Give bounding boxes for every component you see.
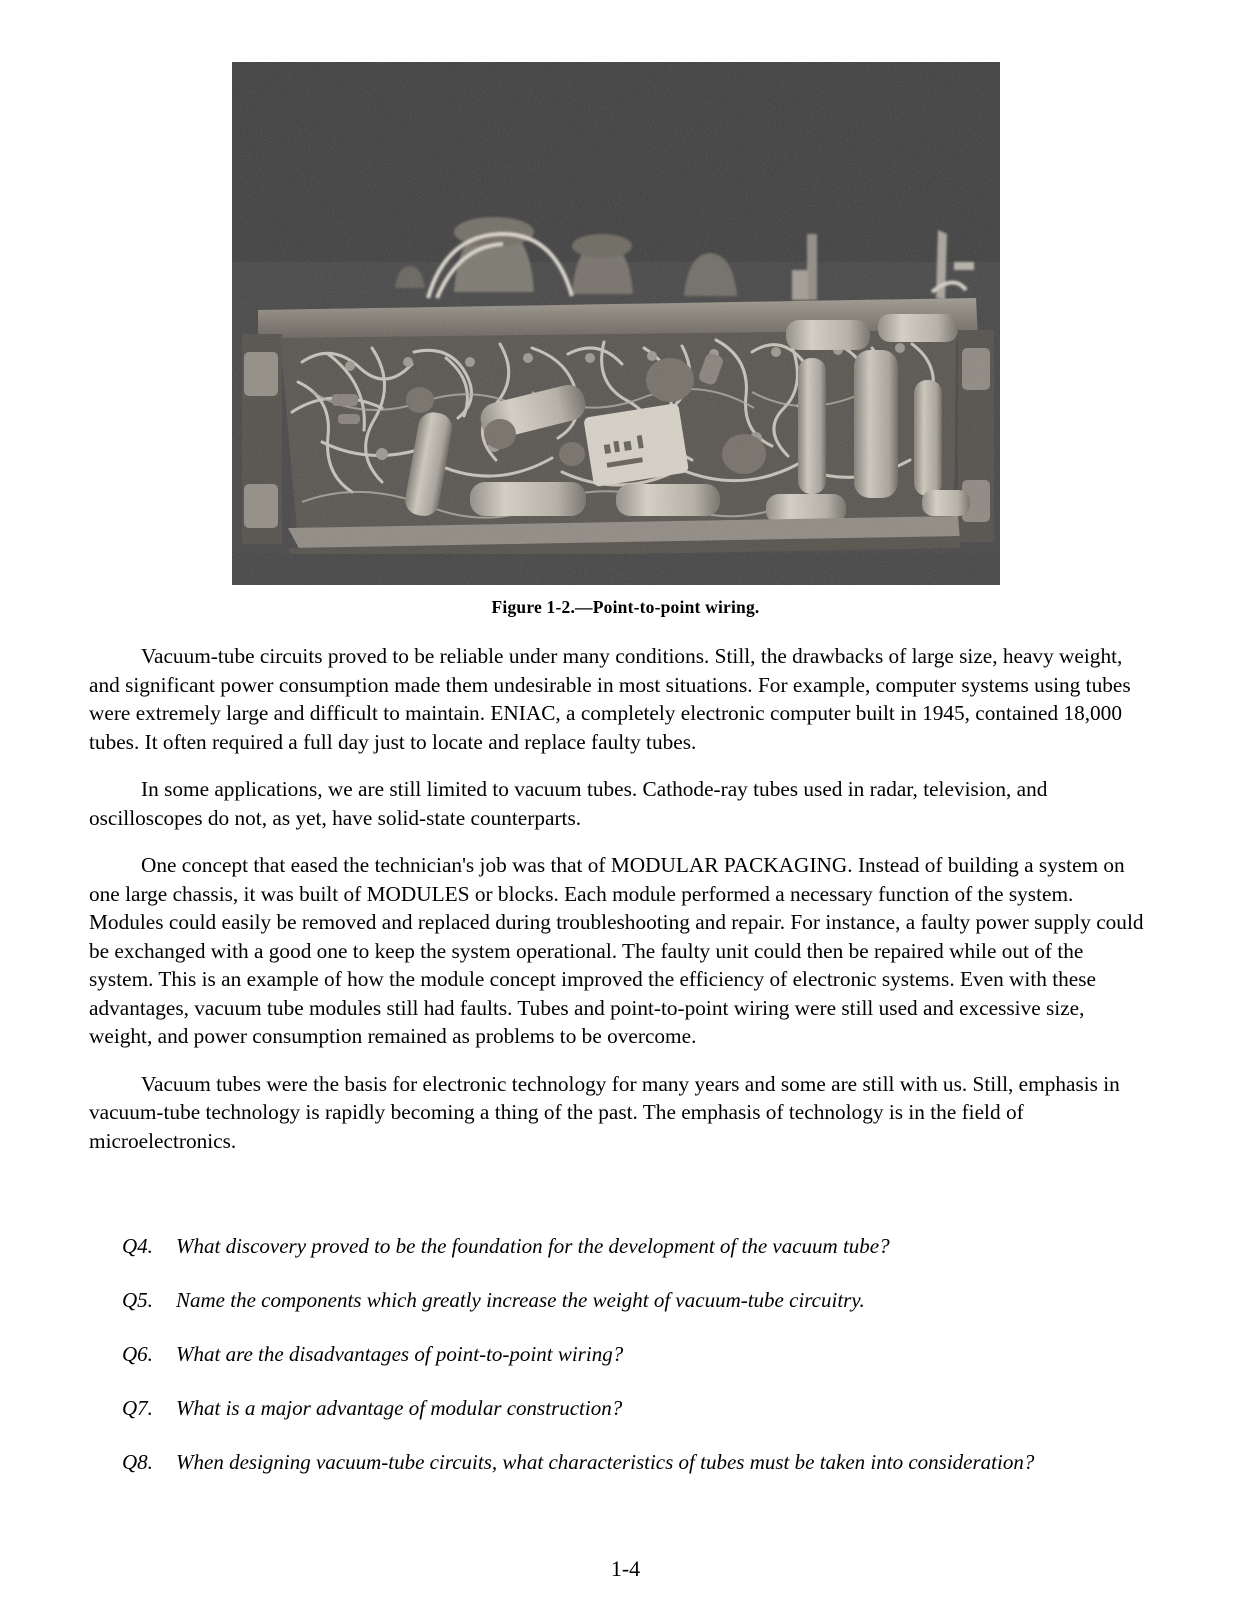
paragraph-3: One concept that eased the technician's job was that of MODULAR PACKAGING. Instead of building a system on one large chassis, it was built of MODULES or blocks. Each module performed a necessary function of the system. Modules could easily be removed and replaced during troubleshooting and repair. For instance, a faulty power supply could be exchanged with a good one to keep the system operational. The faulty unit could then be repaired while out of the system. This is an example of how the module concept improved the efficiency of electronic systems. Even with these advantages, vacuum tube modules still had faults. Tubes and point-to-point wiring were still used and excessive size, weight, and power consumption remained as problems to be overcome. — [89, 853, 1144, 1048]
question-text: Name the components which greatly increase the weight of vacuum-tube circuitry. — [176, 1288, 865, 1312]
question-text: What is a major advantage of modular construction? — [176, 1396, 623, 1420]
question-number: Q7. — [122, 1396, 153, 1420]
question-number: Q5. — [122, 1288, 153, 1312]
question-number: Q4. — [122, 1234, 153, 1258]
question-number: Q6. — [122, 1342, 153, 1366]
point-to-point-wiring-photo — [232, 62, 1000, 585]
figure-caption: Figure 1-2.—Point-to-point wiring. — [491, 597, 760, 617]
page-number: 1-4 — [610, 1556, 641, 1581]
question-text: What are the disadvantages of point-to-point wiring? — [176, 1342, 624, 1366]
review-questions-list — [122, 1232, 1122, 1502]
question-text: What discovery proved to be the foundation for the development of the vacuum tube? — [176, 1234, 890, 1258]
question-q6 — [122, 1340, 1122, 1368]
paragraph-2: In some applications, we are still limited to vacuum tubes. Cathode-ray tubes used in radar, television, and oscilloscopes do not, as yet, have solid-state counterparts. — [89, 777, 1048, 830]
paragraph-4: Vacuum tubes were the basis for electronic technology for many years and some are still with us. Still, emphasis in vacuum-tube technology is rapidly becoming a thing of the past. The emphasis of technology is in the field of microelectronics. — [89, 1071, 1120, 1153]
question-q7 — [122, 1394, 1122, 1422]
question-q5 — [122, 1286, 1122, 1314]
question-q4 — [122, 1232, 1122, 1260]
question-text: When designing vacuum-tube circuits, what characteristics of tubes must be taken into consideration? — [176, 1450, 1035, 1474]
body-text-column — [89, 642, 1153, 1174]
figure-1-2 — [232, 62, 1000, 585]
question-number: Q8. — [122, 1450, 153, 1474]
paragraph-1: Vacuum-tube circuits proved to be reliable under many conditions. Still, the drawbacks of large size, heavy weight, and significant power consumption made them undesirable in most situations. For example, computer systems using tubes were extremely large and difficult to maintain. ENIAC, a completely electronic computer built in 1945, contained 18,000 tubes. It often required a full day just to locate and replace faulty tubes. — [89, 644, 1131, 754]
question-q8 — [122, 1448, 1122, 1476]
